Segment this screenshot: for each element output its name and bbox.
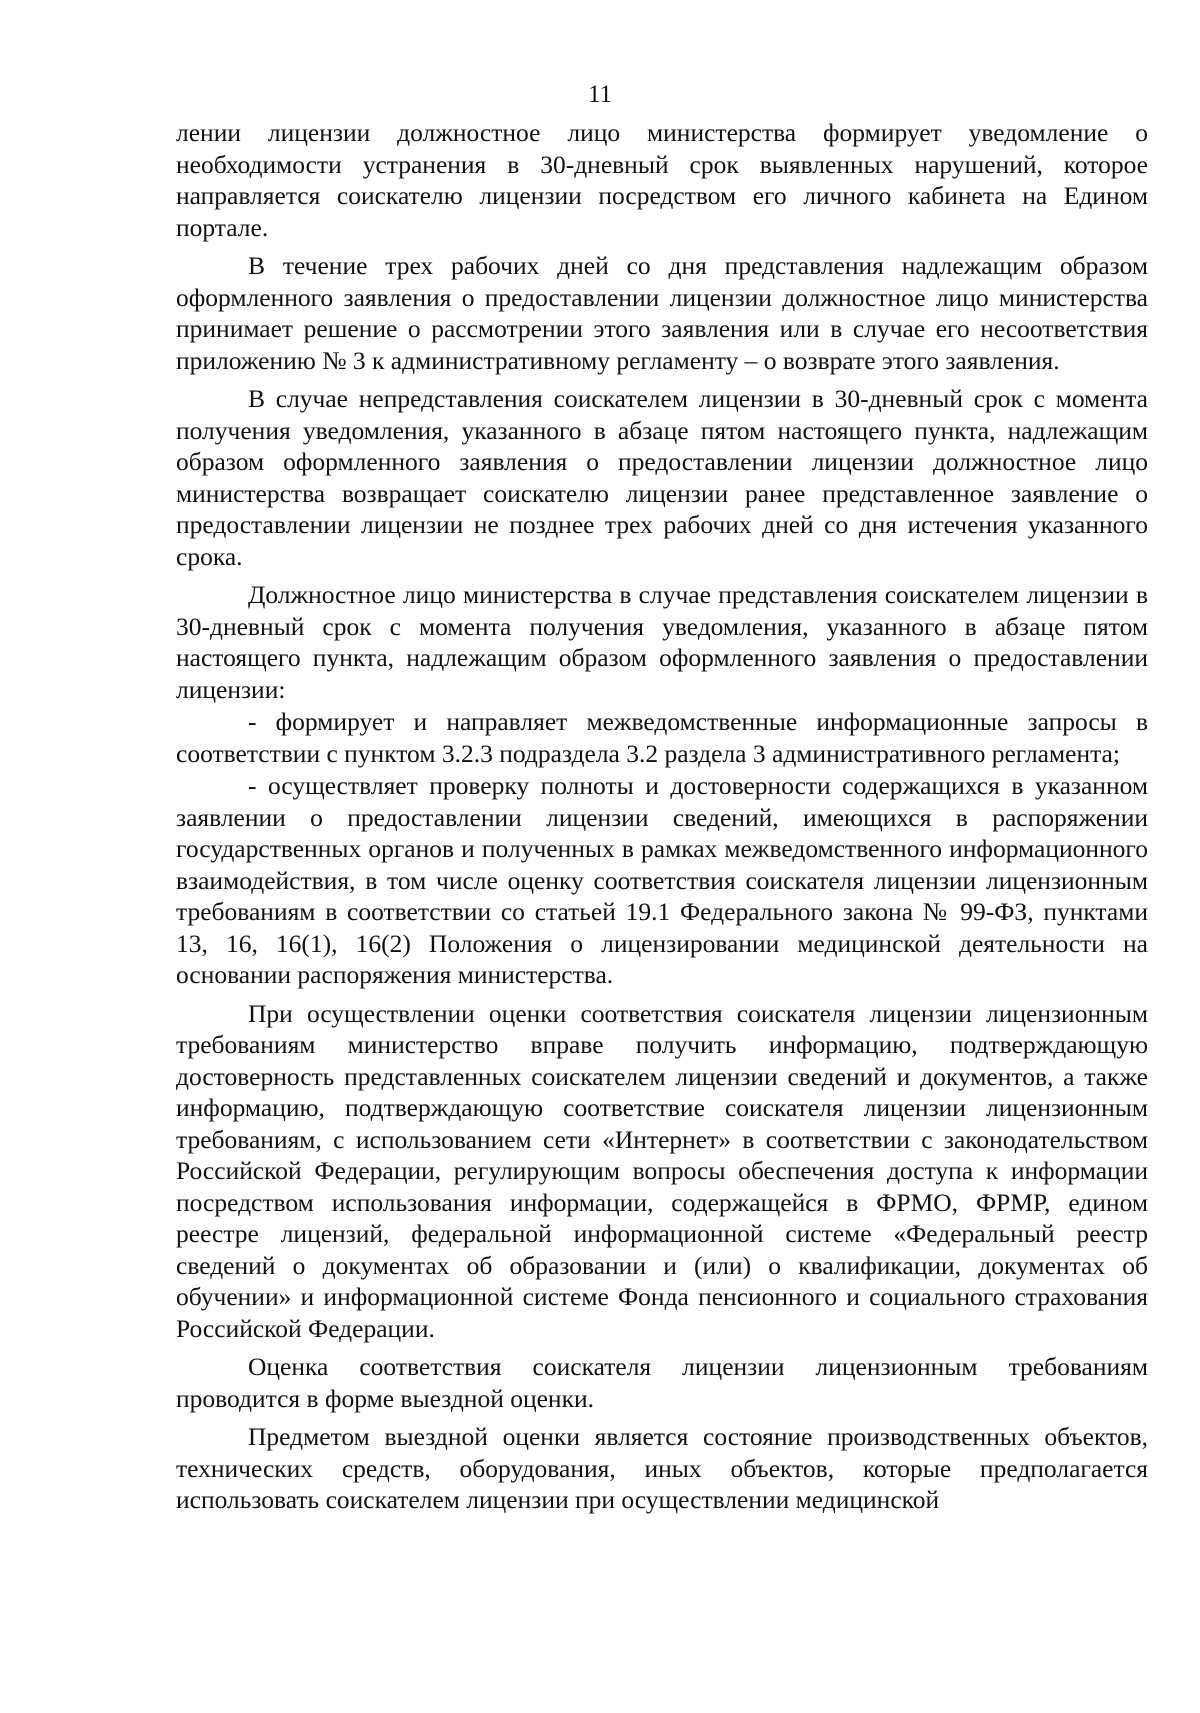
paragraph-onsite-assessment: Оценка соответствия соискателя лицензии лицензионным требованиям проводится в форме выездной оценки.: [176, 1352, 1148, 1413]
list-item-interagency-requests: - формирует и направляет межведомственные информационные запросы в соответствии с пунктом 3.2.3 подраздела 3.2 раздела 3 административного регламента;: [176, 707, 1148, 768]
paragraph-official-actions: Должностное лицо министерства в случае представления соискателем лицензии в 30-дневный срок с момента получения уведомления, указанного в абзаце пятом настоящего пункта, надлежащим образом оформленного заявления о предоставлении лицензии:: [176, 580, 1148, 704]
page-number: 11: [587, 81, 613, 108]
paragraph-onsite-subject: Предметом выездной оценки является состояние производственных объектов, технических средств, оборудования, иных объектов, которые предполагается использовать соискателем лицензии при осуществлении медицинской: [176, 1422, 1148, 1514]
paragraph-continuation: лении лицензии должностное лицо министерства формирует уведомление о необходимости устранения в 30-дневный срок выявленных нарушений, которое направляется соискателю лицензии посредством его личного кабинета на Едином портале.: [176, 118, 1148, 242]
paragraph-assessment-sources: При осуществлении оценки соответствия соискателя лицензии лицензионным требованиям министерство вправе получить информацию, подтверждающую достоверность представленных соискателем лицензии сведений и документов, а также информацию, подтверждающую соответствие соискателя лицензии лицензионным требованиям, с использованием сети «Интернет» в соответствии с законодательством Российской Федерации, регулирующим вопросы обеспечения доступа к информации посредством использования информации, содержащейся в ФРМО, ФРМР, едином реестре лицензий, федеральной информационной системе «Федеральный реестр сведений о документах об образовании и (или) о квалификации, документах об обучении» и информационной системе Фонда пенсионного и социального страхования Российской Федерации.: [176, 998, 1148, 1343]
list-item-verification: - осуществляет проверку полноты и достоверности содержащихся в указанном заявлении о предоставлении лицензии сведений, имеющихся в распоряжении государственных органов и полученных в рамках межведомственного информационного взаимодействия, в том числе оценку соответствия соискателя лицензии лицензионным требованиям в соответствии со статьей 19.1 Федерального закона № 99-ФЗ, пунктами 13, 16, 16(1), 16(2) Положения о лицензировании медицинской деятельности на основании распоряжения министерства.: [176, 771, 1148, 989]
document-body: [176, 117, 1148, 1516]
paragraph-non-submission: В случае непредставления соискателем лицензии в 30-дневный срок с момента получения уведомления, указанного в абзаце пятом настоящего пункта, надлежащим образом оформленного заявления о предоставлении лицензии должностное лицо министерства возвращает соискателю лицензии ранее представленное заявление о предоставлении лицензии не позднее трех рабочих дней со дня истечения указанного срока.: [176, 384, 1148, 571]
paragraph-decision-deadline: В течение трех рабочих дней со дня представления надлежащим образом оформленного заявления о предоставлении лицензии должностное лицо министерства принимает решение о рассмотрении этого заявления или в случае его несоответствия приложению № 3 к административному регламенту – о возврате этого заявления.: [176, 251, 1148, 375]
